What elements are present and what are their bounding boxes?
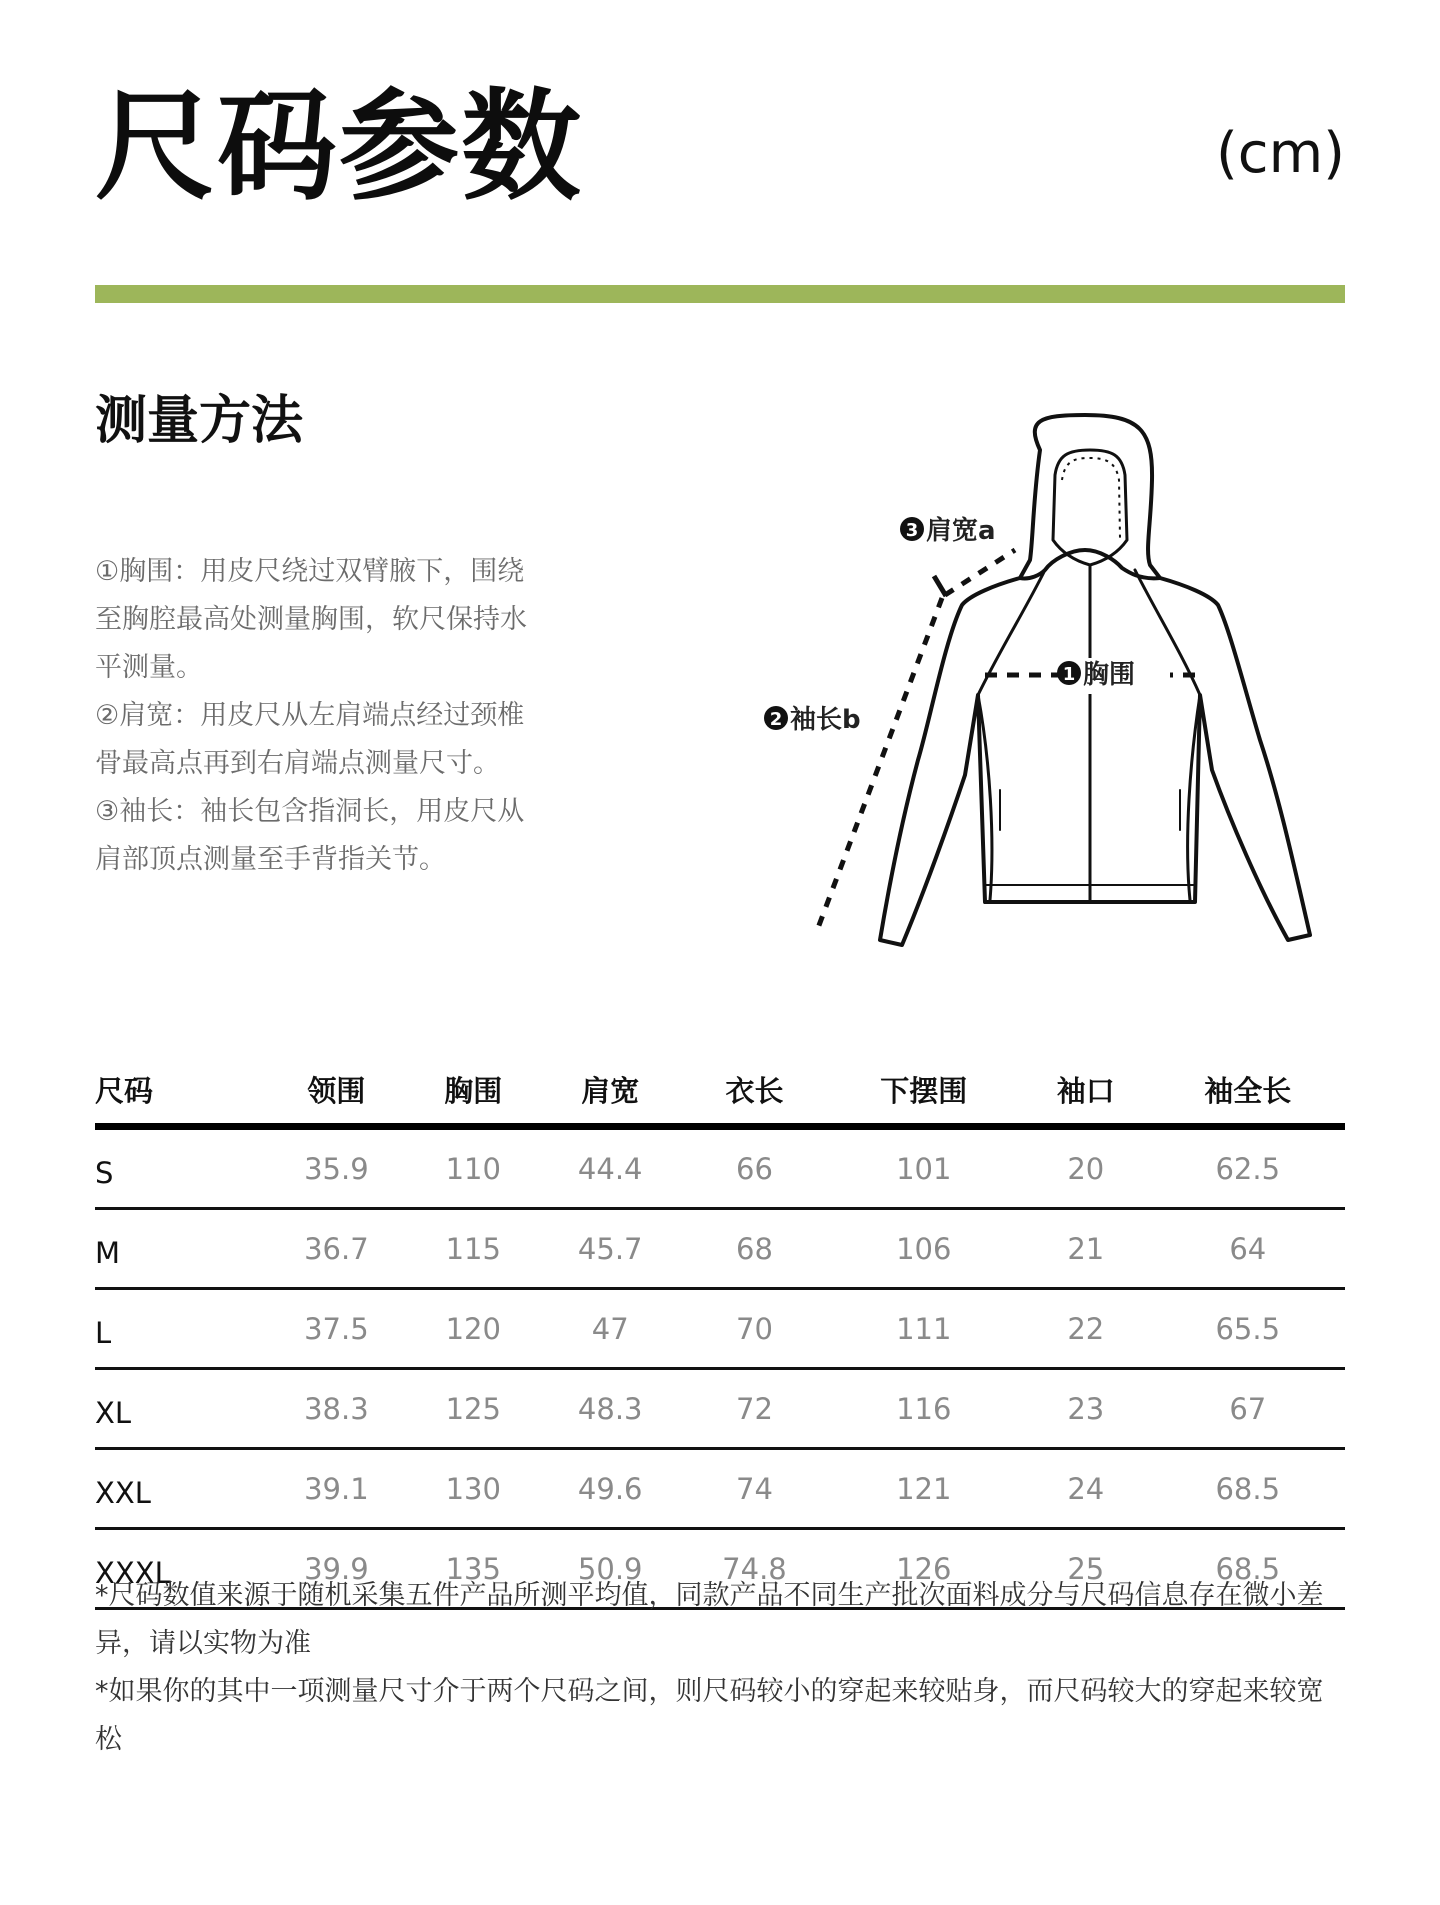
- table-cell: 74.8: [682, 1529, 826, 1609]
- table-cell: 38.3: [264, 1369, 408, 1449]
- table-cell: 49.6: [538, 1449, 682, 1529]
- table-cell: 135: [409, 1529, 539, 1609]
- header-length: 衣长: [682, 1055, 826, 1127]
- measurement-instructions: [95, 548, 545, 884]
- chest-label: 胸围: [1083, 660, 1136, 690]
- size-cell: XXXL: [95, 1529, 264, 1609]
- table-cell: 68.5: [1151, 1449, 1345, 1529]
- table-cell: 45.7: [538, 1209, 682, 1289]
- sleeve-number: 2: [769, 709, 783, 730]
- table-cell: 50.9: [538, 1529, 682, 1609]
- shoulder-label: 肩宽a: [926, 516, 996, 546]
- table-cell: 25: [1021, 1529, 1151, 1609]
- table-cell: 44.4: [538, 1127, 682, 1209]
- table-cell: 22: [1021, 1289, 1151, 1369]
- table-cell: 110: [409, 1127, 539, 1209]
- size-cell: XXL: [95, 1449, 264, 1529]
- table-cell: 120: [409, 1289, 539, 1369]
- table-cell: 125: [409, 1369, 539, 1449]
- size-cell: L: [95, 1289, 264, 1369]
- table-cell: 67: [1151, 1369, 1345, 1449]
- instruction-shoulder: ②肩宽：用皮尺从左肩端点经过颈椎骨最高点再到右肩端点测量尺寸。: [95, 700, 525, 779]
- table-cell: 70: [682, 1289, 826, 1369]
- size-cell: M: [95, 1209, 264, 1289]
- table-row: [95, 1289, 1345, 1369]
- table-cell: 23: [1021, 1369, 1151, 1449]
- table-cell: 126: [827, 1529, 1021, 1609]
- page-title: 尺码参数: [95, 78, 583, 217]
- table-cell: 39.1: [264, 1449, 408, 1529]
- table-row: [95, 1449, 1345, 1529]
- accent-divider: [95, 285, 1345, 303]
- table-cell: 116: [827, 1369, 1021, 1449]
- sleeve-label: 袖长b: [790, 705, 861, 735]
- table-cell: 65.5: [1151, 1289, 1345, 1369]
- table-cell: 68: [682, 1209, 826, 1289]
- footnote-fit: *如果你的其中一项测量尺寸介于两个尺码之间，则尺码较小的穿起来较贴身，而尺码较大的穿起来较宽松: [95, 1676, 1324, 1755]
- table-cell: 106: [827, 1209, 1021, 1289]
- table-cell: 115: [409, 1209, 539, 1289]
- table-cell: 64: [1151, 1209, 1345, 1289]
- footnote-source: *尺码数值来源于随机采集五件产品所测平均值，同款产品不同生产批次面料成分与尺码信息存在微小差异，请以实物为准: [95, 1580, 1324, 1659]
- table-cell: 39.9: [264, 1529, 408, 1609]
- jacket-diagram: [740, 400, 1360, 970]
- hooded-jacket-icon: [740, 400, 1360, 970]
- table-cell: 130: [409, 1449, 539, 1529]
- instruction-sleeve: ③袖长：袖长包含指洞长，用皮尺从肩部顶点测量至手背指关节。: [95, 796, 525, 875]
- table-cell: 35.9: [264, 1127, 408, 1209]
- table-cell: 47: [538, 1289, 682, 1369]
- table-cell: 68.5: [1151, 1529, 1345, 1609]
- table-cell: 66: [682, 1127, 826, 1209]
- table-cell: 101: [827, 1127, 1021, 1209]
- header-hem: 下摆围: [827, 1055, 1021, 1127]
- header-shoulder: 肩宽: [538, 1055, 682, 1127]
- table-cell: 74: [682, 1449, 826, 1529]
- table-row: [95, 1209, 1345, 1289]
- table-cell: 20: [1021, 1127, 1151, 1209]
- table-cell: 48.3: [538, 1369, 682, 1449]
- header-chest: 胸围: [409, 1055, 539, 1127]
- size-chart-table: [95, 1055, 1345, 1610]
- table-cell: 111: [827, 1289, 1021, 1369]
- size-cell: S: [95, 1127, 264, 1209]
- table-row: [95, 1369, 1345, 1449]
- table-header-row: [95, 1055, 1345, 1127]
- table-cell: 36.7: [264, 1209, 408, 1289]
- table-cell: 121: [827, 1449, 1021, 1529]
- header-cuff: 袖口: [1021, 1055, 1151, 1127]
- chest-number: 1: [1062, 664, 1076, 685]
- unit-label: (cm): [1215, 121, 1345, 186]
- table-cell: 37.5: [264, 1289, 408, 1369]
- table-cell: 21: [1021, 1209, 1151, 1289]
- instruction-chest: ①胸围：用皮尺绕过双臂腋下，围绕至胸腔最高处测量胸围，软尺保持水平测量。: [95, 556, 527, 683]
- table-cell: 62.5: [1151, 1127, 1345, 1209]
- header-neck: 领围: [264, 1055, 408, 1127]
- table-row: [95, 1127, 1345, 1209]
- shoulder-number: 3: [905, 520, 919, 541]
- table-cell: 72: [682, 1369, 826, 1449]
- footnotes: [95, 1572, 1345, 1764]
- header-size: 尺码: [95, 1055, 264, 1127]
- table-cell: 24: [1021, 1449, 1151, 1529]
- header-sleeve-length: 袖全长: [1151, 1055, 1345, 1127]
- section-title: 测量方法: [95, 391, 304, 451]
- size-cell: XL: [95, 1369, 264, 1449]
